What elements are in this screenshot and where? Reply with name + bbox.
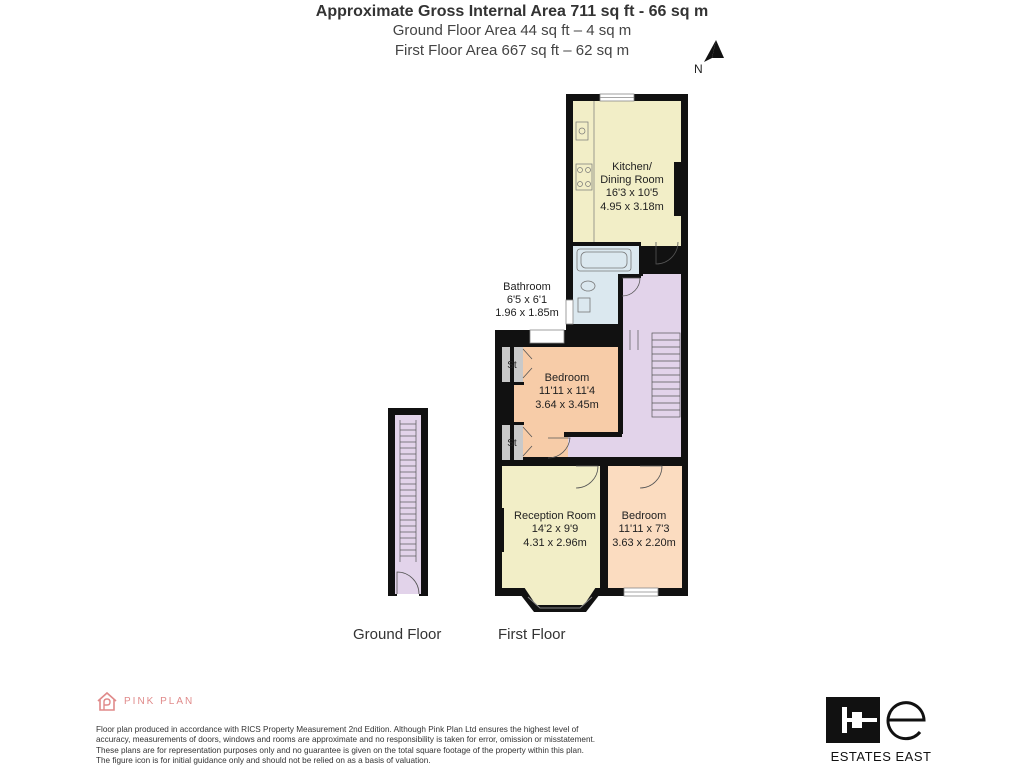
north-compass-icon bbox=[694, 40, 724, 76]
svg-text:Kitchen/: Kitchen/ bbox=[612, 161, 652, 173]
estates-east-wordmark: ESTATES EAST bbox=[830, 749, 932, 764]
svg-text:Bathroom: Bathroom bbox=[503, 281, 551, 293]
svg-text:11'11 x 11'4: 11'11 x 11'4 bbox=[538, 385, 596, 397]
bedroom2-label bbox=[612, 510, 676, 549]
ground-floor-plan bbox=[388, 408, 428, 597]
estates-east-logo-icon bbox=[826, 697, 930, 743]
svg-text:16'3 x 10'5: 16'3 x 10'5 bbox=[605, 187, 659, 199]
pink-plan-logo bbox=[96, 690, 194, 712]
first-floor-plan bbox=[494, 94, 688, 612]
bathroom-label bbox=[494, 280, 560, 322]
svg-text:Dining Room: Dining Room bbox=[600, 174, 664, 186]
svg-text:4.31 x 2.96m: 4.31 x 2.96m bbox=[523, 537, 587, 549]
svg-text:14'2 x 9'9: 14'2 x 9'9 bbox=[531, 523, 579, 535]
bedroom-label bbox=[535, 372, 599, 411]
svg-text:11'11 x 7'3: 11'11 x 7'3 bbox=[618, 523, 670, 535]
svg-text:1.96 x 1.85m: 1.96 x 1.85m bbox=[495, 307, 559, 319]
compass-label: N bbox=[694, 62, 703, 76]
svg-text:6'5 x 6'1: 6'5 x 6'1 bbox=[506, 294, 548, 306]
pink-plan-house-icon bbox=[96, 690, 118, 712]
gross-area-title: Approximate Gross Internal Area 711 sq ft - 66 sq m bbox=[315, 3, 709, 20]
svg-text:Bedroom: Bedroom bbox=[544, 372, 590, 384]
svg-text:3.63 x 2.20m: 3.63 x 2.20m bbox=[612, 537, 676, 549]
ground-floor-area: Ground Floor Area 44 sq ft – 4 sq m bbox=[392, 22, 632, 39]
first-floor-area: First Floor Area 667 sq ft – 62 sq m bbox=[394, 42, 630, 59]
svg-text:3.64 x 3.45m: 3.64 x 3.45m bbox=[535, 399, 599, 411]
pink-plan-wordmark: PINK PLAN bbox=[124, 695, 195, 707]
disclaimer-text: Floor plan produced in accordance with RICS Property Measurement 2nd Edition. Although Pink Plan Ltd ensures the highest level of accuracy, measurements of doors, windows and rooms are approximate and no responsibility is taken for error, omission or misstatement. These plans are for representation purposes only and no guarantee is given on the total square footage of the property within this plan. The figure icon is for initial guidance only and should not be relied on as a basis of valuation. bbox=[96, 725, 596, 766]
ground-floor-label: Ground Floor bbox=[353, 626, 442, 643]
store-label-1: St bbox=[507, 360, 517, 371]
first-floor-label: First Floor bbox=[498, 626, 566, 643]
svg-text:Bedroom: Bedroom bbox=[621, 510, 667, 522]
svg-text:Reception Room: Reception Room bbox=[514, 510, 596, 522]
store-label-2: St bbox=[507, 438, 517, 449]
svg-text:4.95 x 3.18m: 4.95 x 3.18m bbox=[600, 201, 664, 213]
